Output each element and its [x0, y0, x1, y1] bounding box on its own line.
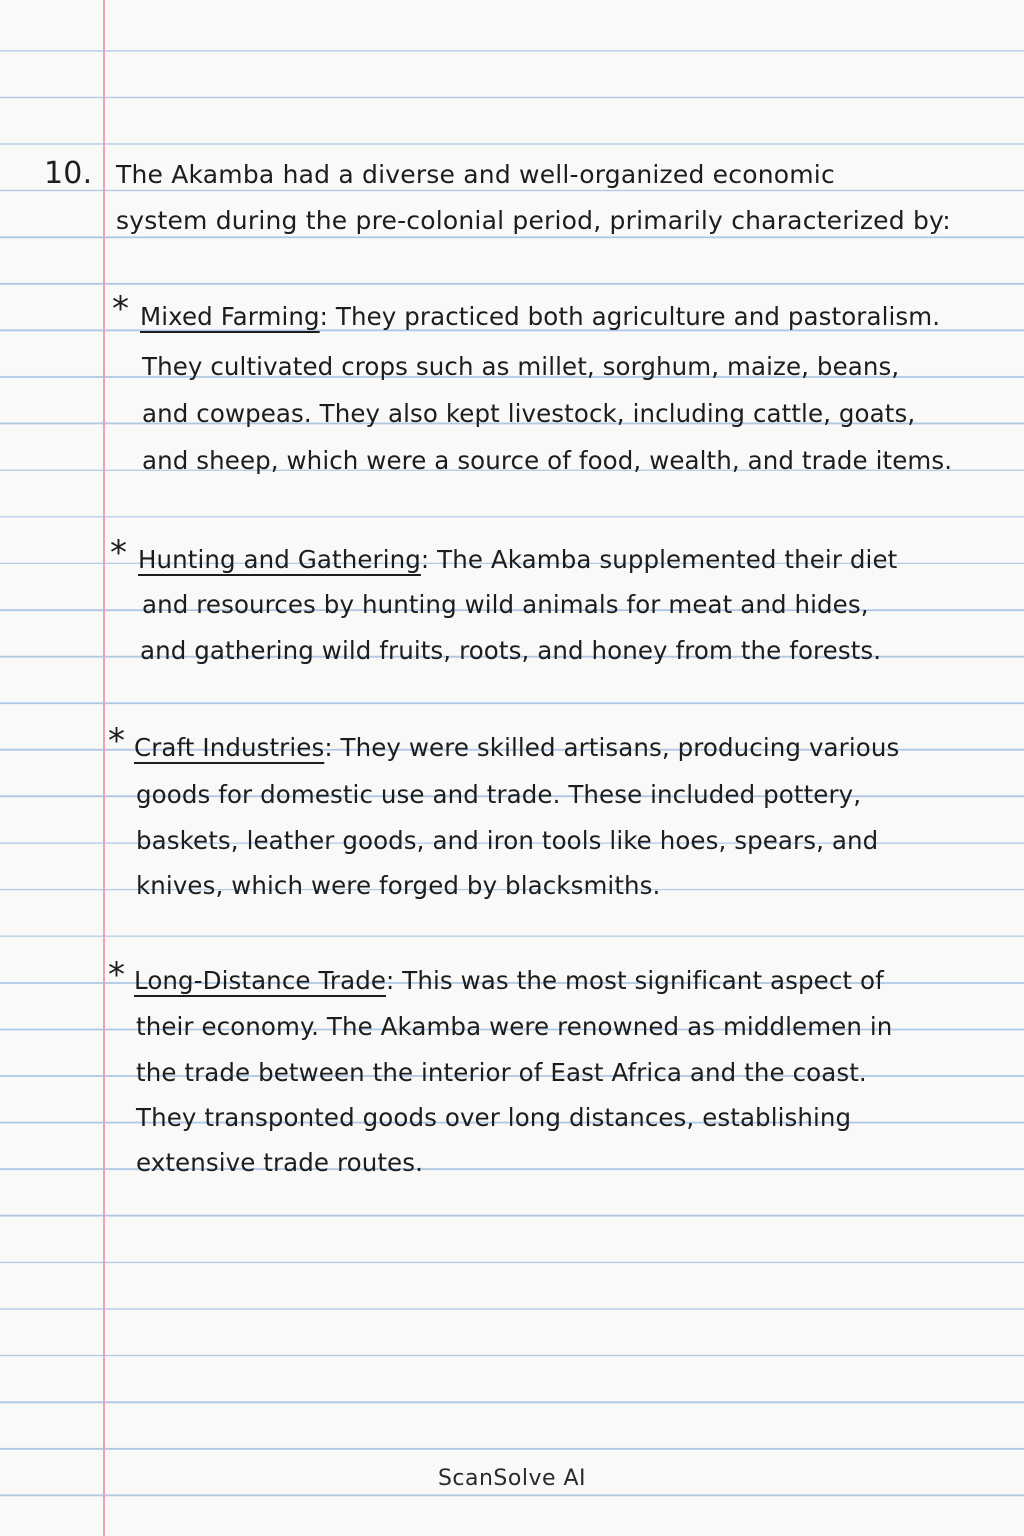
- point-heading: Mixed Farming: [140, 302, 320, 331]
- point-first-line: [134, 733, 899, 762]
- point-line: the trade between the interior of East Africa and the coast.: [136, 1058, 867, 1087]
- point-line: They cultivated crops such as millet, sorghum, maize, beans,: [142, 352, 900, 381]
- point-line: and sheep, which were a source of food, wealth, and trade items.: [142, 446, 953, 475]
- bullet-star: *: [108, 955, 125, 995]
- intro-line-1: The Akamba had a diverse and well-organized economic: [116, 160, 835, 189]
- point-line: baskets, leather goods, and iron tools like hoes, spears, and: [136, 826, 879, 855]
- point-line: goods for domestic use and trade. These included pottery,: [136, 780, 862, 809]
- intro-line-2: system during the pre-colonial period, primarily characterized by:: [116, 206, 951, 235]
- point-line: and gathering wild fruits, roots, and honey from the forests.: [140, 636, 882, 665]
- point-heading: Craft Industries: [134, 733, 325, 762]
- bullet-star: *: [112, 289, 129, 329]
- point-text: : The Akamba supplemented their diet: [420, 545, 898, 574]
- point-line: and cowpeas. They also kept livestock, including cattle, goats,: [142, 399, 916, 428]
- point-heading: Long-Distance Trade: [134, 966, 387, 995]
- point-first-line: [138, 545, 897, 574]
- footer-watermark: ScanSolve AI: [437, 1466, 587, 1491]
- point-first-line: [140, 302, 940, 331]
- bullet-star: *: [110, 533, 127, 573]
- margin-line: [103, 0, 105, 1536]
- point-heading: Hunting and Gathering: [138, 545, 421, 574]
- point-text: : This was the most significant aspect of: [386, 966, 884, 995]
- point-line: their economy. The Akamba were renowned as middlemen in: [136, 1012, 893, 1041]
- point-line: They transponted goods over long distances, establishing: [136, 1103, 852, 1132]
- point-text: : They practiced both agriculture and pastoralism.: [319, 302, 941, 331]
- point-line: extensive trade routes.: [136, 1148, 423, 1177]
- bullet-star: *: [108, 721, 125, 761]
- question-number: 10.: [44, 156, 93, 191]
- point-first-line: [134, 966, 884, 995]
- point-line: and resources by hunting wild animals for meat and hides,: [142, 590, 869, 619]
- point-text: : They were skilled artisans, producing various: [324, 733, 900, 762]
- point-line: knives, which were forged by blacksmiths.: [136, 871, 661, 900]
